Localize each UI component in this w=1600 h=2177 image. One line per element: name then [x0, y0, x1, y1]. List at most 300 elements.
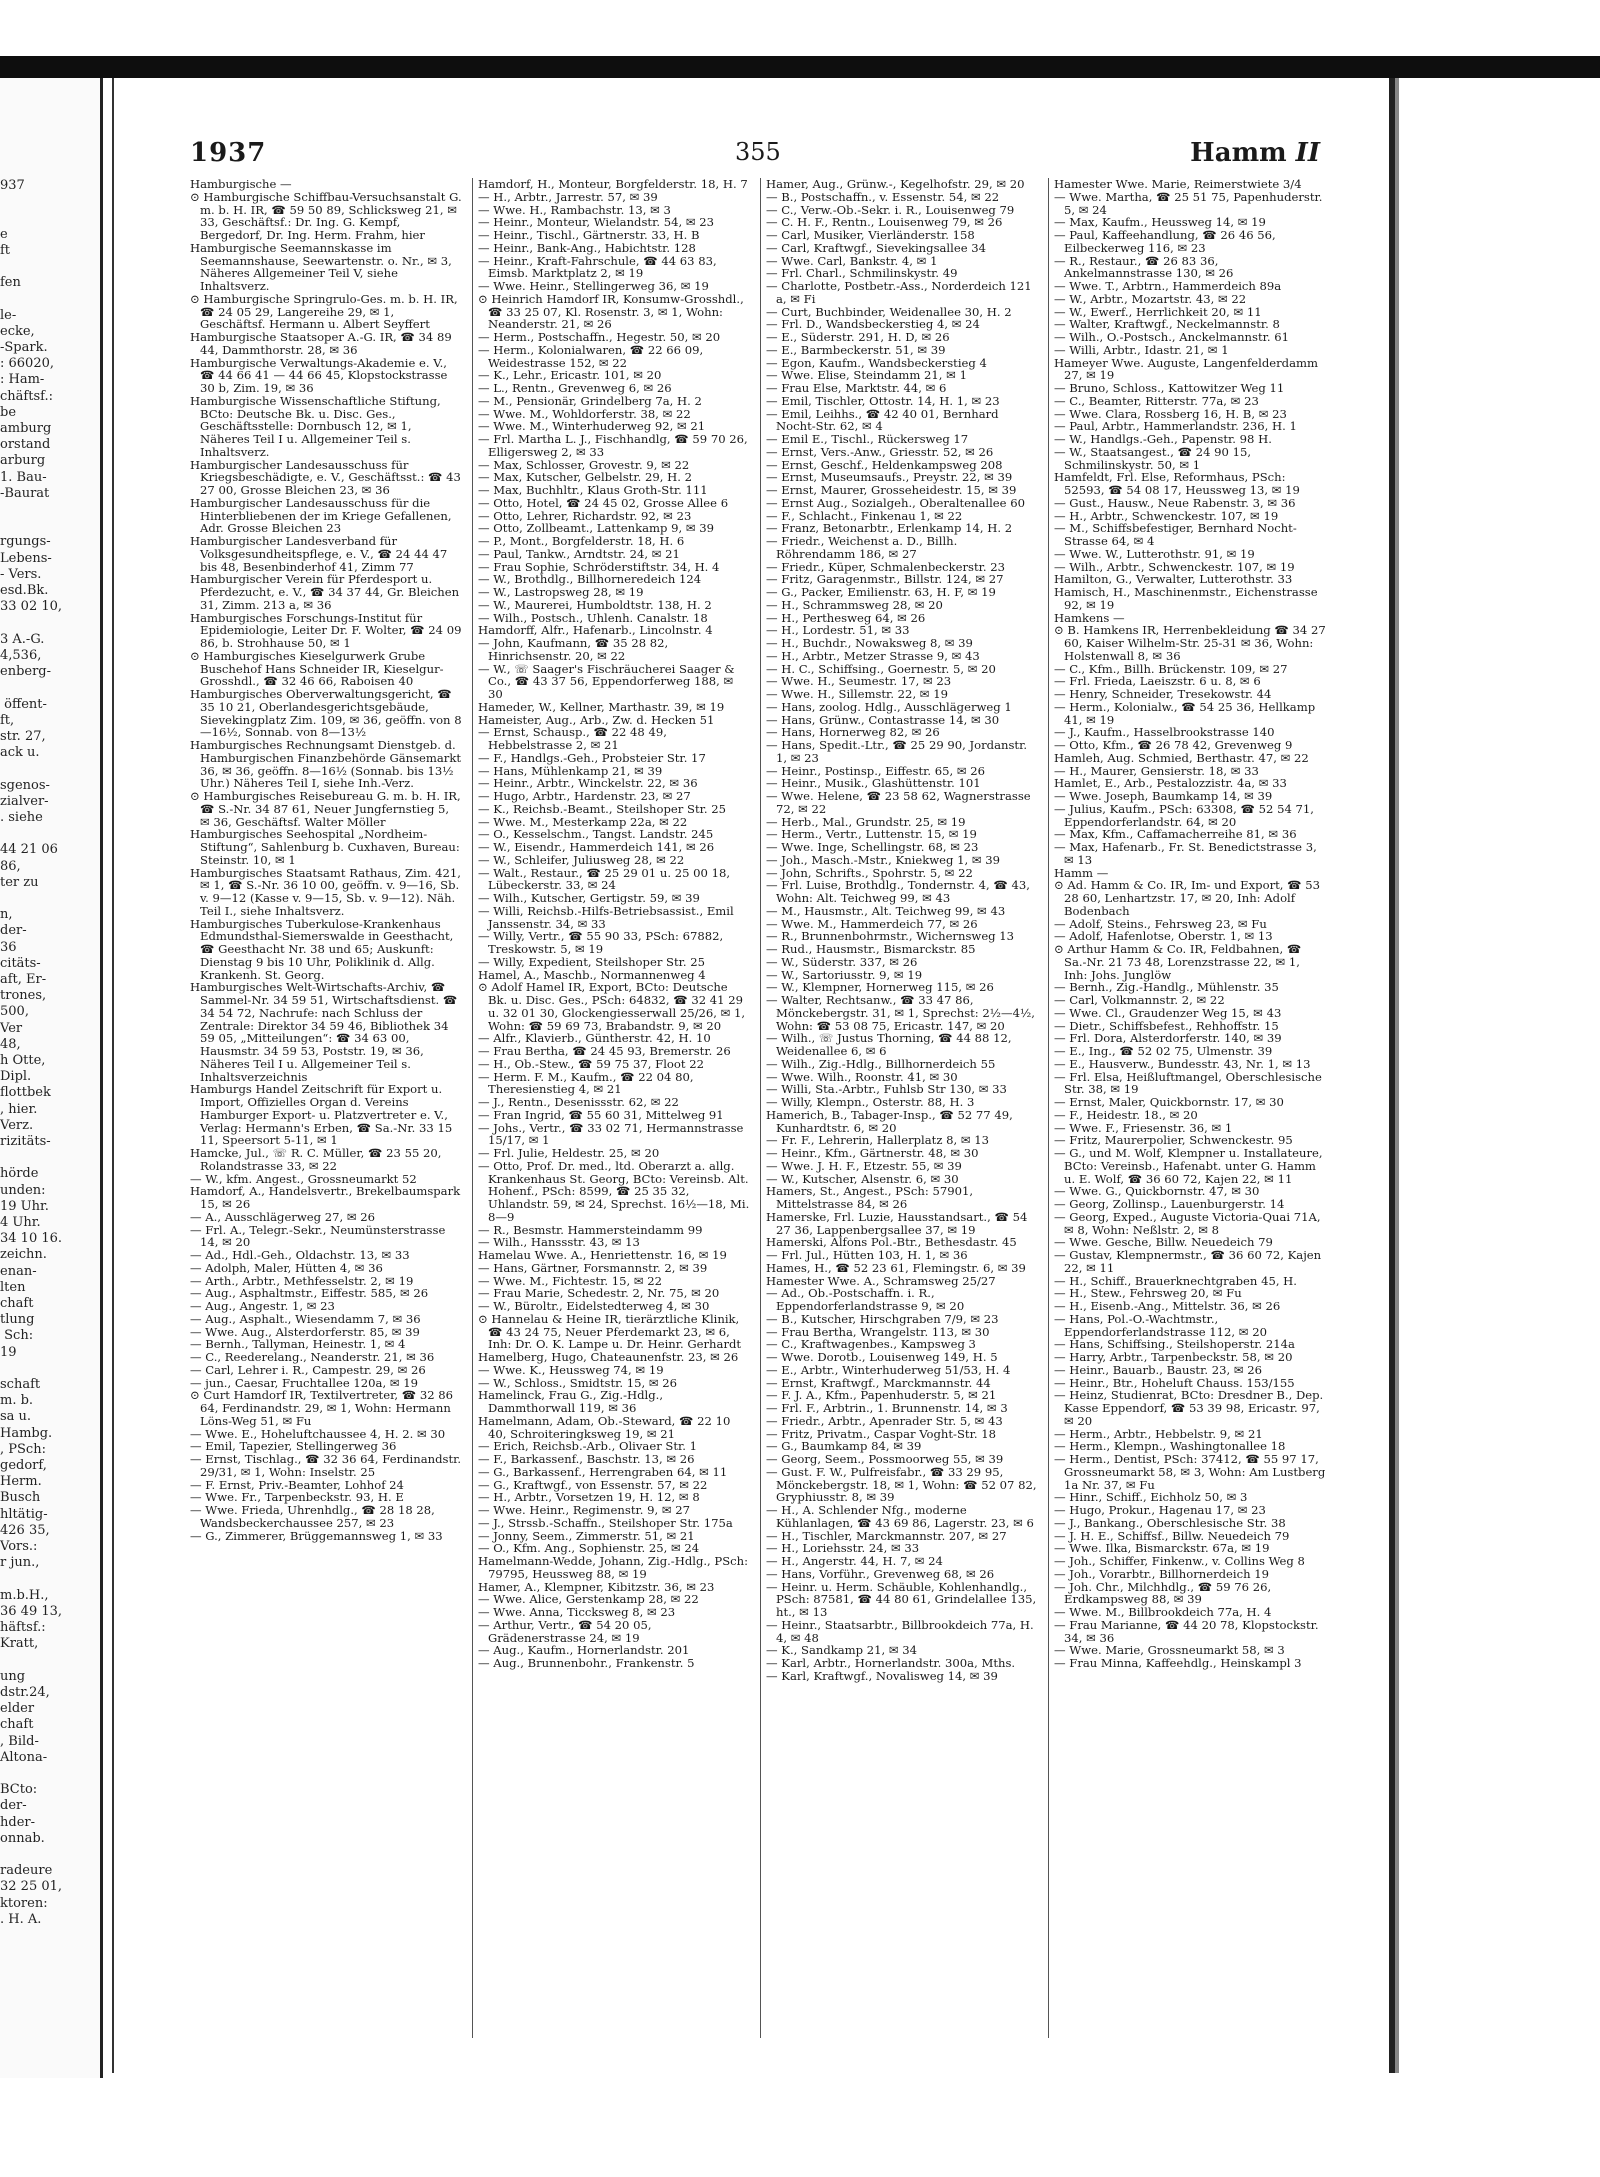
directory-entry: — Hugo, Arbtr., Hardenstr. 23, ✉ 27 — [478, 789, 691, 803]
directory-entry: — C., Kraftwagenbes., Kampsweg 3 — [766, 1337, 976, 1352]
directory-entry: Hamelmann-Wedde, Johann, Zig.-Hdlg., PSch: 79795, Heussweg 88, ✉ 19 — [478, 1554, 749, 1581]
directory-entry: Hamester Wwe. A., Schramsweg 25/27 — [766, 1273, 996, 1288]
directory-entry: — Willy, Vertr., ☎ 55 90 33, PSch: 67882, Treskowstr. 5, ✉ 19 — [478, 929, 724, 956]
directory-entry: Hamburgischer Landesausschuss für die Hinterbliebenen der im Kriege Gefallenen, Adr. Grosse Bleichen 23 — [190, 495, 452, 536]
directory-entry: — W., Süderstr. 337, ✉ 26 — [766, 954, 918, 969]
column-divider — [760, 178, 761, 2038]
directory-entry: — M., Schiffsbefestiger, Bernhard Nocht-Strasse 64, ✉ 4 — [1054, 521, 1297, 548]
directory-entry: — R., Brunnenbohrmstr., Wichernsweg 13 — [766, 929, 1015, 944]
directory-entry: — Max, Buchhltr., Klaus Groth-Str. 111 — [478, 483, 708, 497]
directory-entry: — Julius, Kaufm., PSch: 63308, ☎ 52 54 71, Eppendorferlandstr. 64, ✉ 20 — [1054, 801, 1314, 829]
directory-entry: — H., Schrammsweg 28, ✉ 20 — [766, 597, 943, 612]
directory-entry: — Wwe. M., Wohldorferstr. 38, ✉ 22 — [478, 406, 691, 421]
directory-entry: — H. C., Schiffsing., Goernestr. 5, ✉ 20 — [766, 661, 996, 676]
directory-entry: — Heinr. u. Herm. Schäuble, Kohlenhandlg., PSch: 87581, ☎ 44 80 61, Grindelallee 135, ht., ✉ 13 — [766, 1579, 1037, 1619]
directory-entry: — Max, Kaufm., Heussweg 14, ✉ 19 — [1054, 215, 1266, 230]
directory-entry: Hamfeldt, Frl. Else, Reformhaus, PSch: 52593, ☎ 54 08 17, Heussweg 13, ✉ 19 — [1054, 470, 1300, 497]
directory-entry: Hamer, A., Klempner, Kibitzstr. 36, ✉ 23 — [478, 1579, 715, 1594]
directory-entry: — Hans, Pol.-O.-Wachtmstr., Eppendorferlandstrasse 112, ✉ 20 — [1054, 1311, 1267, 1339]
directory-entry: Hamelau Wwe. A., Henriettenstr. 16, ✉ 19 — [478, 1248, 727, 1262]
directory-entry: — H., Arbtr., Metzer Strasse 9, ✉ 43 — [766, 648, 980, 663]
directory-entry: — Ernst, Kraftwgf., Marckmannstr. 44 — [766, 1375, 991, 1390]
column-2 — [478, 178, 750, 2038]
directory-entry: Hamdorf, A., Handelsvertr., Brekelbaumspark 15, ✉ 26 — [190, 1184, 461, 1211]
directory-entry: — Wwe. Elise, Steindamm 21, ✉ 1 — [766, 368, 967, 383]
directory-entry: — Wwe. H., Rambachstr. 13, ✉ 3 — [478, 202, 671, 217]
directory-entry: — J., Bankang., Oberschlesische Str. 38 — [1054, 1515, 1286, 1530]
column-divider — [1048, 178, 1049, 2038]
directory-entry: Hamel, A., Maschb., Normannenweg 4 — [478, 967, 706, 982]
directory-entry: — R., Besmstr. Hammersteindamm 99 — [478, 1222, 703, 1237]
column-3 — [766, 178, 1038, 2038]
directory-entry: — Carl, Volkmannstr. 2, ✉ 22 — [1054, 993, 1225, 1007]
directory-entry: Hamburgische Wissenschaftliche Stiftung, BCto: Deutsche Bk. u. Disc. Ges., Geschäftsstelle: Dornbusch 12, ✉ 1, Näheres Teil I u. Allgemeiner Teil s. Inhaltsverz. — [190, 393, 441, 459]
directory-entry: — Friedr., Weichenst a. D., Billh. Röhrendamm 186, ✉ 27 — [766, 534, 958, 561]
directory-entry: Hameister, Aug., Arb., Zw. d. Hecken 51 — [478, 712, 715, 727]
directory-entry: — R., Restaur., ☎ 26 83 36, Ankelmannstrasse 130, ✉ 26 — [1054, 253, 1234, 281]
directory-entry: — Frl. F., Arbtrin., 1. Brunnenstr. 14, ✉ 3 — [766, 1401, 1008, 1415]
directory-entry: — B., Kutscher, Hirschgraben 7/9, ✉ 23 — [766, 1311, 999, 1326]
directory-entry: — H., Maurer, Gensierstr. 18, ✉ 33 — [1054, 763, 1259, 778]
directory-entry: Hamer, Aug., Grünw.-, Kegelhofstr. 29, ✉ 20 — [766, 178, 1025, 191]
directory-entry: — O., Kfm. Ang., Sophienstr. 25, ✉ 24 — [478, 1541, 700, 1556]
directory-entry: — H., Loriehsstr. 24, ✉ 33 — [766, 1541, 920, 1556]
directory-entry: — E., Hausverw., Bundesstr. 43, Nr. 1, ✉ 13 — [1054, 1056, 1311, 1071]
directory-entry: — W., ☏ Saager's Fischräucherei Saager & Co., ☎ 43 37 56, Eppendorferweg 188, ✉ 30 — [478, 661, 735, 701]
directory-entry: — Wwe. M., Fichtestr. 15, ✉ 22 — [478, 1273, 663, 1288]
adjacent-page-edge — [0, 78, 103, 2078]
directory-entry: — Hugo, Prokur., Hagenau 17, ✉ 23 — [1054, 1503, 1266, 1517]
directory-entry: — G., Packer, Emilienstr. 63, H. F, ✉ 19 — [766, 585, 996, 599]
directory-entry: — John, Kaufmann, ☎ 35 28 82, Hinrichsenstr. 20, ✉ 22 — [478, 636, 669, 663]
directory-entry: — K., Reichsb.-Beamt., Steilshoper Str. 25 — [478, 801, 727, 816]
directory-entry: — Wwe. Carl, Bankstr. 4, ✉ 1 — [766, 253, 938, 268]
directory-entry: — L., Rentn., Grevenweg 6, ✉ 26 — [478, 381, 672, 395]
directory-entry: — Wwe. M., Hammerdeich 77, ✉ 26 — [766, 916, 978, 931]
directory-entry: — Hans, Gärtner, Forsmannstr. 2, ✉ 39 — [478, 1260, 708, 1275]
directory-entry: Hamerski, Alfons Pol.-Btr., Bethesdastr. 45 — [766, 1235, 1017, 1250]
directory-entry: — Herm., Postschaffn., Hegestr. 50, ✉ 20 — [478, 330, 721, 344]
directory-entry: — Herm., Dentist, PSch: 37412, ☎ 55 97 17, Grossneumarkt 58, ✉ 3, Wohn: Am Lustberg 1a Nr. 37, ✉ Fu — [1054, 1452, 1326, 1492]
directory-entry: — Ernst, Museumsaufs., Preystr. 22, ✉ 39 — [766, 470, 1013, 485]
directory-entry: — Friedr., Arbtr., Apenrader Str. 5, ✉ 43 — [766, 1413, 1003, 1428]
directory-entry: — Wwe. Marie, Grossneumarkt 58, ✉ 3 — [1054, 1643, 1285, 1658]
directory-entry: — Adolf, Steins., Fehrsweg 23, ✉ Fu — [1054, 916, 1267, 931]
directory-entry: — Georg, Seem., Possmoorweg 55, ✉ 39 — [766, 1452, 1004, 1466]
directory-entry: ⊙ Hannelau & Heine IR, tierärztliche Klinik, ☎ 43 24 75, Neuer Pferdemarkt 23, ✉ 6, Inh: Dr. O. K. Lampe u. Dr. Heinr. Gerhardt — [478, 1311, 742, 1352]
directory-entry: — F., Handlgs.-Geh., Probsteier Str. 17 — [478, 750, 706, 765]
directory-entry: Hamburgisches Seehospital „Nordheim-Stiftung“, Sahlenburg b. Cuxhaven, Bureau: Steinstr. 10, ✉ 1 — [190, 827, 460, 867]
scan-top-border — [0, 56, 1600, 78]
directory-entry: — Frl. A., Telegr.-Sekr., Neumünsterstrasse 14, ✉ 20 — [190, 1222, 446, 1250]
directory-entry: — Frl. Luise, Brothdlg., Tondernstr. 4, ☎ 43, Wohn: Alt. Teichweg 99, ✉ 43 — [766, 878, 1030, 905]
directory-entry: — Aug., Asphalt., Wiesendamm 7, ✉ 36 — [190, 1311, 421, 1326]
directory-entry: — W., Kutscher, Alsenstr. 6, ✉ 30 — [766, 1171, 959, 1186]
directory-entry: — Frl. Martha L. J., Fischhandlg, ☎ 59 70 26, Elligersweg 2, ✉ 33 — [478, 432, 748, 459]
directory-entry: — B., Postschaffn., v. Essenstr. 54, ✉ 22 — [766, 189, 1000, 204]
directory-entry: — W., Arbtr., Mozartstr. 43, ✉ 22 — [1054, 291, 1247, 306]
directory-entry: — H., Buchdr., Nowaksweg 8, ✉ 39 — [766, 636, 973, 650]
directory-entry: — Max, Kfm., Caffamacherreihe 81, ✉ 36 — [1054, 827, 1297, 842]
directory-entry: — Herm., Klempn., Washingtonallee 18 — [1054, 1439, 1286, 1454]
directory-entry: — E., Ing., ☎ 52 02 75, Ulmenstr. 39 — [1054, 1044, 1273, 1058]
directory-entry: Hamburgs Handel Zeitschrift für Export u. Import, Offizielles Organ d. Vereins Hamburger Export- u. Platzvertreter e. V., Verlag: Hermann's Erben, ☎ Sa.-Nr. 33 15 11, Speersort 5-11, ✉ 1 — [190, 1082, 453, 1148]
directory-entry: — Herm., Vertr., Luttenstr. 15, ✉ 19 — [766, 827, 977, 842]
column-1 — [190, 178, 462, 2038]
directory-entry: — Frl. Elsa, Heißluftmangel, Oberschlesische Str. 38, ✉ 19 — [1054, 1069, 1322, 1097]
directory-entry: — Otto, Hotel, ☎ 24 45 02, Grosse Allee 6 — [478, 495, 729, 510]
directory-entry: — Otto, Prof. Dr. med., ltd. Oberarzt a. allg. Krankenhaus St. Georg, BCto: Vereinsb. Alt. Hohenf., PSch: 8599, ☎ 25 35 32, Uhlandstr. 59, ✉ 24, Sprechst. 16½—18, Mi. 8—9 — [478, 1158, 750, 1224]
directory-entry: — W., Maurerei, Humboldtstr. 138, H. 2 — [478, 597, 712, 612]
directory-entry: Hamburgischer Landesverband für Volksgesundheitspflege, e. V., ☎ 24 44 47 bis 48, Besenbinderhof 41, Zimm 77 — [190, 534, 448, 574]
directory-entry: — Max, Schlosser, Grovestr. 9, ✉ 22 — [478, 457, 690, 472]
directory-entry: — Wilh., ☏ Justus Thorning, ☎ 44 88 12, Weidenallee 6, ✉ 6 — [766, 1031, 1012, 1058]
directory-entry: — G., Kraftwgf., von Essenstr. 57, ✉ 22 — [478, 1477, 708, 1492]
header-volume: II — [1295, 138, 1320, 168]
directory-entry: — Joh. Chr., Milchhdlg., ☎ 59 76 26, Erdkampsweg 88, ✉ 39 — [1054, 1579, 1272, 1607]
directory-entry: — Hinr., Schiff., Eichholz 50, ✉ 3 — [1054, 1490, 1248, 1505]
directory-entry: — Ernst, Maler, Quickbornstr. 17, ✉ 30 — [1054, 1095, 1284, 1109]
directory-entry: — Fritz, Maurerpolier, Schwenckestr. 95 — [1054, 1133, 1293, 1148]
directory-entry: Hamburgischer Landesausschuss für Kriegsbeschädigte, e. V., Geschäftsst.: ☎ 43 27 00, Grosse Bleichen 23, ✉ 36 — [190, 457, 461, 497]
directory-entry: — Wwe. Anna, Ticcksweg 8, ✉ 23 — [478, 1605, 676, 1619]
directory-entry: — Emil, Tischler, Ottostr. 14, H. 1, ✉ 23 — [766, 393, 1000, 408]
directory-entry: — Arthur, Vertr., ☎ 54 20 05, Grädenerstrasse 24, ✉ 19 — [478, 1617, 652, 1645]
directory-entry: — Heinr., Monteur, Wielandstr. 54, ✉ 23 — [478, 215, 715, 230]
directory-entry: — Paul, Arbtr., Hammerlandstr. 236, H. 1 — [1054, 419, 1297, 434]
directory-entry: — Wilh., Postsch., Uhlenh. Canalstr. 18 — [478, 610, 708, 625]
directory-entry: — H., Lordestr. 51, ✉ 33 — [766, 623, 910, 638]
directory-entry: — M., Pensionär, Grindelberg 7a, H. 2 — [478, 393, 702, 408]
directory-entry: — Charlotte, Postbetr.-Ass., Norderdeich 121 a, ✉ Fi — [766, 279, 1032, 306]
directory-entry: — Wwe. F., Friesenstr. 36, ✉ 1 — [1054, 1120, 1233, 1135]
directory-entry: — Heinr., Btr., Hoheluft Chauss. 153/155 — [1054, 1375, 1295, 1390]
directory-entry: Hamkens — — [1054, 610, 1125, 625]
directory-entry: — Frau Marie, Schedestr. 2, Nr. 75, ✉ 20 — [478, 1286, 720, 1301]
directory-entry: — W., Schleifer, Juliusweg 28, ✉ 22 — [478, 852, 685, 867]
directory-entry: — Wwe. Clara, Rossberg 16, H. B, ✉ 23 — [1054, 406, 1287, 421]
directory-entry: — Bruno, Schloss., Kattowitzer Weg 11 — [1054, 381, 1285, 395]
directory-entry: — Wilh., Hanssstr. 43, ✉ 13 — [478, 1235, 640, 1250]
directory-entry: — G., Barkassenf., Herrengraben 64, ✉ 11 — [478, 1464, 728, 1479]
directory-entry: — F., Heidestr. 18., ✉ 20 — [1054, 1107, 1198, 1122]
directory-entry: — Wwe. E., Hoheluftchaussee 4, H. 2. ✉ 30 — [190, 1426, 446, 1441]
directory-entry: — C., Kfm., Billh. Brückenstr. 109, ✉ 27 — [1054, 661, 1288, 676]
directory-entry: Hamburgisches Oberverwaltungsgericht, ☎ 35 10 21, Oberlandesgerichtsgebäude, Sievekingplatz Zim. 109, ✉ 36, geöffn. von 8—16½, Sonnab. von 8—13½ — [190, 687, 462, 740]
header-year: 1937 — [190, 138, 267, 168]
directory-entry: — Wilh., Arbtr., Schwenckestr. 107, ✉ 19 — [1054, 559, 1295, 574]
directory-entry: Hamelberg, Hugo, Chateaunenfstr. 23, ✉ 26 — [478, 1350, 739, 1364]
directory-entry: — E., Süderstr. 291, H. D, ✉ 26 — [766, 330, 950, 344]
directory-entry: — Wwe. Aug., Alsterdorferstr. 85, ✉ 39 — [190, 1324, 420, 1339]
directory-entry: — Frl. Charl., Schmilinskystr. 49 — [766, 266, 958, 281]
directory-entry: — Aug., Angestr. 1, ✉ 23 — [190, 1299, 335, 1313]
directory-entry: — W., Ewerf., Herrlichkeit 20, ✉ 11 — [1054, 304, 1262, 319]
directory-entry: — Fritz, Privatm., Caspar Voght-Str. 18 — [766, 1426, 996, 1441]
directory-entry: — Wwe. Alice, Gerstenkamp 28, ✉ 22 — [478, 1592, 699, 1607]
adjacent-page-text: 937 e ft fen le- ecke, -Spark. : 66020, : Ham- chäftsf.: be amburg orstand arburg 1. Bau- -Baurat rgungs- Lebens- - Vers. esd.Bk. 33 02 10, 3 A.-G. 4,536, enberg- öffent- ft, str. 27, ack u. sgenos- zialver- . siehe 44 21 06 86, ter zu n, der- 36 citäts- aft, Er- trones, 500, Ver 48, h Otte, Dipl. flottbek , hier. Verz. rizitäts- hörde unden: 19 Uhr. 4 Uhr. 34 10 16. zeichn. enan- lten chaft tlung Sch: 19 schaft m. b. sa u. Hambg. , PSch: gedorf, Herm. Busch hltätig- 426 35, Vors.: r jun., m.b.H., 36 49 13, häftsf.: Kratt, ung dstr.24, elder chaft , Bild- Altona- BCto: der- hder- onnab. radeure 32 25 01, ktoren: . H. A. — [0, 178, 63, 1927]
directory-entry: Hamerske, Frl. Luzie, Hausstandsart., ☎ 54 27 36, Lappenbergsallee 37, ✉ 19 — [766, 1209, 1028, 1237]
directory-entry: Hamburgische Staatsoper A.-G. IR, ☎ 34 89 44, Dammthorstr. 28, ✉ 36 — [190, 330, 452, 357]
directory-entry: — Georg, Exped., Auguste Victoria-Quai 71A, ✉ 8, Wohn: Neßlstr. 2, ✉ 8 — [1054, 1209, 1321, 1237]
directory-entry: — Heinr., Bauarb., Baustr. 23, ✉ 26 — [1054, 1362, 1263, 1377]
directory-entry: — G., und M. Wolf, Klempner u. Installateure, BCto: Vereinsb., Hafenabt. unter G. Hamm u. E. Wolf, ☎ 36 60 72, Kajen 22, ✉ 11 — [1054, 1146, 1323, 1186]
directory-entry: — Frl. Jul., Hütten 103, H. 1, ✉ 36 — [766, 1248, 968, 1262]
directory-entry: — J., Strssb.-Schaffn., Steilshoper Str. 175a — [478, 1515, 733, 1530]
directory-entry: — C., Beamter, Ritterstr. 77a, ✉ 23 — [1054, 393, 1259, 408]
directory-entry: — Hans, Hornerweg 82, ✉ 26 — [766, 725, 940, 740]
directory-entry: — Hans, Spedit.-Ltr., ☎ 25 29 90, Jordanstr. 1, ✉ 23 — [766, 738, 1028, 765]
directory-entry: — Hans, Grünw., Contastrasse 14, ✉ 30 — [766, 712, 1000, 727]
directory-entry: — O., Kesselschm., Tangst. Landstr. 245 — [478, 827, 714, 842]
directory-entry: — Joh., Masch.-Mstr., Kniekweg 1, ✉ 39 — [766, 852, 1001, 867]
directory-entry: — Adolf, Hafenlotse, Oberstr. 1, ✉ 13 — [1054, 929, 1273, 944]
directory-entry: — Carl, Kraftwgf., Sievekingsallee 34 — [766, 240, 987, 255]
directory-entry: — Herm., Arbtr., Hebbelstr. 9, ✉ 21 — [1054, 1426, 1263, 1441]
directory-entry: — K., Sandkamp 21, ✉ 34 — [766, 1643, 918, 1658]
directory-entry: — Ernst, Maurer, Grosseheidestr. 15, ✉ 39 — [766, 483, 1017, 497]
directory-entry: — Dietr., Schiffsbefest., Rehhoffstr. 15 — [1054, 1018, 1279, 1033]
directory-entry: — Johs., Vertr., ☎ 33 02 71, Hermannstrasse 15/17, ✉ 1 — [478, 1120, 744, 1148]
directory-entry: — Alfr., Klavierb., Güntherstr. 42, H. 10 — [478, 1031, 711, 1046]
directory-entry: — H., A. Schlender Nfg., moderne Kühlanlagen, ☎ 43 69 86, Lagerstr. 23, ✉ 6 — [766, 1503, 1034, 1530]
directory-entry: — Ad., Hdl.-Geh., Oldachstr. 13, ✉ 33 — [190, 1248, 410, 1262]
directory-entry: — Ernst, Geschf., Heldenkampsweg 208 — [766, 457, 1003, 472]
directory-entry: — Walt., Restaur., ☎ 25 29 01 u. 25 00 18, Lübeckerstr. 33, ✉ 24 — [478, 865, 731, 893]
directory-entry: — Frau Sophie, Schröderstiftstr. 34, H. 4 — [478, 559, 720, 574]
directory-entry: — Heinr., Tischl., Gärtnerstr. 33, H. B — [478, 228, 700, 242]
directory-entry: — C., Verw.-Ob.-Sekr. i. R., Louisenweg 79 — [766, 202, 1015, 217]
directory-entry: — Wilh., Zig.-Hdlg., Billhornerdeich 55 — [766, 1056, 996, 1071]
column-4 — [1054, 178, 1326, 2038]
directory-entry: — Frau Else, Marktstr. 44, ✉ 6 — [766, 381, 947, 395]
directory-entry: — Hans, Mühlenkamp 21, ✉ 39 — [478, 763, 663, 778]
directory-entry: — Wwe. Inge, Schellingstr. 68, ✉ 23 — [766, 840, 979, 854]
directory-entry: Hamerich, B., Tabager-Insp., ☎ 52 77 49, Kunhardtstr. 6, ✉ 20 — [766, 1107, 1013, 1135]
directory-entry: — Ernst, Schausp., ☎ 22 48 49, Hebbelstrasse 2, ✉ 21 — [478, 725, 667, 752]
directory-entry: — Karl, Arbtr., Hornerlandstr. 300a, Mths. — [766, 1656, 1016, 1670]
directory-entry: — Willi, Reichsb.-Hilfs-Betriebsassist., Emil Janssenstr. 34, ✉ 33 — [478, 903, 734, 931]
directory-entry: — Wwe. Heinr., Stellingerweg 36, ✉ 19 — [478, 279, 709, 293]
directory-entry: — Wwe. Wilh., Roonstr. 41, ✉ 30 — [766, 1069, 958, 1084]
directory-entry: — G., Baumkamp 84, ✉ 39 — [766, 1439, 922, 1454]
directory-entry: — Heinr., Postinsp., Eiffestr. 65, ✉ 26 — [766, 763, 986, 778]
directory-entry: — Frau Bertha, ☎ 24 45 93, Bremerstr. 26 — [478, 1044, 731, 1058]
directory-entry: — Gust. F. W., Pulfreisfabr., ☎ 33 29 95, Mönckebergstr. 18, ✉ 1, Wohn: ☎ 52 07 82, Gryphiusstr. 8, ✉ 39 — [766, 1464, 1037, 1505]
directory-entry: — Walter, Rechtsanw., ☎ 33 47 86, Mönckebergstr. 31, ✉ 1, Sprechst: 2½—4½, Wohn: ☎ 53 08 75, Ericastr. 147, ✉ 20 — [766, 993, 1035, 1033]
directory-entry: — Heinr., Kraft-Fahrschule, ☎ 44 63 83, Eimsb. Marktplatz 2, ✉ 19 — [478, 253, 717, 281]
directory-entry: — Jonny, Seem., Zimmerstr. 51, ✉ 21 — [478, 1528, 695, 1543]
directory-entry: — M., Hausmstr., Alt. Teichweg 99, ✉ 43 — [766, 903, 1006, 918]
directory-entry: — Hans, Schiffsing., Steilshoperstr. 214a — [1054, 1337, 1295, 1352]
directory-entry: Hamelmann, Adam, Ob.-Steward, ☎ 22 10 40, Schroiteringksweg 19, ✉ 21 — [478, 1413, 731, 1441]
directory-entry: — Joh., Schiffer, Finkenw., v. Collins Weg 8 — [1054, 1554, 1305, 1568]
directory-entry: — Wwe. H., Seumestr. 17, ✉ 23 — [766, 674, 952, 689]
directory-entry: Hamburgische Verwaltungs-Akademie e. V., ☎ 44 66 41 — 44 66 45, Klopstockstrasse 30 b, Zim. 19, ✉ 36 — [190, 355, 448, 395]
directory-entry: — Wwe. K., Heussweg 74, ✉ 19 — [478, 1362, 664, 1377]
directory-entry: — Fritz, Garagenmstr., Billstr. 124, ✉ 27 — [766, 572, 1004, 587]
directory-entry: — W., Eisendr., Hammerdeich 141, ✉ 26 — [478, 840, 715, 854]
directory-entry: ⊙ Curt Hamdorf IR, Textilvertreter, ☎ 32 86 64, Ferdinandstr. 29, ✉ 1, Wohn: Hermann Löns-Weg 51, ✉ Fu — [190, 1388, 454, 1428]
directory-entry: — A., Ausschlägerweg 27, ✉ 26 — [190, 1209, 376, 1224]
directory-entry: — Ernst, Tischlag., ☎ 32 36 64, Ferdinandstr. 29/31, ✉ 1, Wohn: Inselstr. 25 — [190, 1452, 462, 1479]
directory-entry: — Arth., Arbtr., Methfesselstr. 2, ✉ 19 — [190, 1273, 414, 1288]
directory-entry: — H., Perthesweg 64, ✉ 26 — [766, 610, 926, 625]
directory-entry: — Adolph, Maler, Hütten 4, ✉ 36 — [190, 1260, 383, 1275]
directory-entry: — Curt, Buchbinder, Weidenallee 30, H. 2 — [766, 304, 1012, 319]
directory-entry: ⊙ Hamburgische Schiffbau-Versuchsanstalt G. m. b. H. IR, ☎ 59 50 89, Schlicksweg 21, ✉ 33, Geschäftsf.: Dr. Ing. G. Kempf, Bergedorf, Dr. Ing. Herm. Frahm, hier — [190, 189, 462, 242]
directory-entry: — Wwe. Gesche, Billw. Neuedeich 79 — [1054, 1235, 1273, 1250]
directory-entry: — F. J. A., Kfm., Papenhuderstr. 5, ✉ 21 — [766, 1388, 997, 1403]
directory-entry: — Aug., Asphaltmstr., Eiffestr. 585, ✉ 26 — [190, 1286, 429, 1301]
directory-entry: — Paul, Tankw., Arndtstr. 24, ✉ 21 — [478, 546, 680, 561]
directory-entry: Hamilton, G., Verwalter, Lutterothstr. 33 — [1054, 572, 1293, 587]
directory-entry: Hamester Wwe. Marie, Reimerstwiete 3/4 — [1054, 178, 1302, 191]
directory-entry: — Wwe. Joseph, Baumkamp 14, ✉ 39 — [1054, 789, 1273, 803]
directory-entry: — Wwe. Dorotb., Louisenweg 149, H. 5 — [766, 1350, 998, 1364]
directory-entry: — Ernst Aug., Sozialgeh., Oberaltenallee 60 — [766, 495, 1025, 510]
directory-entry: Hamburgisches Tuberkulose-Krankenhaus Edmundsthal-Siemerswalde in Geesthacht, ☎ Geesthacht Nr. 38 und 65; Auskunft: Dienstag 9 bis 10 Uhr, Poliklinik d. Allg. Krankenh. St. Georg. — [190, 916, 454, 982]
directory-entry: — Wwe. Frieda, Uhrenhdlg., ☎ 28 18 28, Wandsbeckerchaussee 257, ✉ 23 — [190, 1503, 435, 1530]
directory-entry: — W., kfm. Angest., Grossneumarkt 52 — [190, 1171, 417, 1186]
directory-entry: — Emil E., Tischl., Rückersweg 17 — [766, 432, 969, 446]
directory-entry: — Heinr., Arbtr., Winckelstr. 22, ✉ 36 — [478, 776, 698, 791]
directory-entry: — Bernh., Zig.-Handlg., Mühlenstr. 35 — [1054, 980, 1279, 995]
directory-entry: — Willi, Arbtr., Idastr. 21, ✉ 1 — [1054, 342, 1229, 357]
directory-entry: — Fr. F., Lehrerin, Hallerplatz 8, ✉ 13 — [766, 1133, 990, 1148]
directory-entry: Hamburgischer Verein für Pferdesport u. Pferdezucht, e. V., ☎ 34 37 44, Gr. Bleichen 31, Zimm. 213 a, ✉ 36 — [190, 572, 460, 612]
directory-entry: — Gustav, Klempnermstr., ☎ 36 60 72, Kajen 22, ✉ 11 — [1054, 1248, 1322, 1275]
directory-entry: — G., Zimmerer, Brüggemannsweg 1, ✉ 33 — [190, 1528, 443, 1543]
directory-entry: — Hans, zoolog. Hdlg., Ausschlägerweg 1 — [766, 699, 1012, 714]
directory-entry: — Ernst, Vers.-Anw., Griesstr. 52, ✉ 26 — [766, 444, 994, 459]
header-page-number: 355 — [735, 138, 781, 166]
directory-entry: Hamdorff, Alfr., Hafenarb., Lincolnstr. 4 — [478, 623, 713, 638]
directory-entry: — Heinr., Staatsarbtr., Billbrookdeich 77a, H. 4, ✉ 48 — [766, 1617, 1034, 1645]
directory-entry: — Willi, Sta.-Arbtr., Fuhlsb Str 130, ✉ 33 — [766, 1082, 1007, 1097]
directory-entry: — W., Lastropsweg 28, ✉ 19 — [478, 585, 644, 599]
directory-entry: — Otto, Lehrer, Richardstr. 92, ✉ 23 — [478, 508, 692, 523]
directory-entry: — Heinr., Kfm., Gärtnerstr. 48, ✉ 30 — [766, 1146, 979, 1160]
directory-entry: Hamm — — [1054, 865, 1109, 880]
directory-entry: — Wwe. Fr., Tarpenbeckstr. 93, H. E — [190, 1490, 404, 1505]
directory-entry: — Frl. Dora, Alsterdorferstr. 140, ✉ 39 — [1054, 1031, 1282, 1046]
directory-entry: ⊙ Hamburgische Springrulo-Ges. m. b. H. IR, ☎ 24 05 29, Langereihe 29, ✉ 1, Geschäftsf. Hermann u. Albert Seyffert — [190, 291, 458, 332]
directory-entry: — Heinr., Bank-Ang., Habichtstr. 128 — [478, 240, 696, 255]
directory-entry: — H., Arbtr., Schwenckestr. 107, ✉ 19 — [1054, 508, 1279, 523]
directory-entry: Hamburgisches Welt-Wirtschafts-Archiv, ☎ Sammel-Nr. 34 59 51, Wirtschaftsdienst. ☎ 34 54 72, Nachrufe: nach Schluss der Zentrale: Direktor 34 59 46, Bibliothek 34 59 05, „Mitteilungen“: ☎ 34 63 00, Hausmstr. 34 59 53, Poststr. 19, ✉ 36, Näheres Teil I u. Allgemeiner Teil s. Inhaltsverzeichnis — [190, 980, 458, 1084]
directory-entry: — Georg, Zollinsp., Lauenburgerstr. 14 — [1054, 1197, 1285, 1211]
directory-entry: — Paul, Kaffeehandlung, ☎ 26 46 56, Eilbeckerweg 116, ✉ 23 — [1054, 228, 1276, 255]
directory-entry: — F., Barkassenf., Baschstr. 13, ✉ 26 — [478, 1452, 695, 1466]
directory-entry: ⊙ Hamburgisches Reisebureau G. m. b. H. IR, ☎ S.-Nr. 34 87 61, Neuer Jungfernstieg 5, ✉ 36, Geschäftsf. Walter Möller — [190, 789, 461, 829]
directory-entry: — Frau Marianne, ☎ 44 20 78, Klopstockstr. 34, ✉ 36 — [1054, 1617, 1319, 1645]
directory-entry: — J., Kaufm., Hasselbrookstrasse 140 — [1054, 725, 1275, 740]
directory-entry: — W., Handlgs.-Geh., Papenstr. 98 H. — [1054, 432, 1272, 446]
directory-entry: Hamers, St., Angest., PSch: 57901, Mittelstrasse 84, ✉ 26 — [766, 1184, 974, 1211]
directory-entry: ⊙ Arthur Hamm & Co. IR, Feldbahnen, ☎ Sa.-Nr. 21 73 48, Lorenzstrasse 22, ✉ 1, Inh: Johs. Junglöw — [1054, 942, 1302, 982]
directory-entry: — Max, Kutscher, Gelbelstr. 29, H. 2 — [478, 470, 692, 485]
directory-entry: — Wwe. W., Lutterothstr. 91, ✉ 19 — [1054, 546, 1255, 561]
directory-entry: — Wwe. M., Winterhuderweg 92, ✉ 21 — [478, 419, 706, 434]
directory-entry: — W., Schloss., Smidtstr. 15, ✉ 26 — [478, 1375, 678, 1390]
directory-entry: Hamburgische — — [190, 178, 292, 191]
directory-entry: Hamisch, H., Maschinenmstr., Eichenstrasse 92, ✉ 19 — [1054, 585, 1318, 612]
directory-entry: — Heinr., Musik., Glashüttenstr. 101 — [766, 776, 981, 791]
directory-entry: Hamdorf, H., Monteur, Borgfelderstr. 18, H. 7 — [478, 178, 748, 191]
directory-entry: — Wwe. M., Billbrookdeich 77a, H. 4 — [1054, 1605, 1272, 1619]
directory-entry: — Henry, Schneider, Tresekowstr. 44 — [1054, 687, 1272, 701]
directory-entry: — Emil, Tapezier, Stellingerweg 36 — [190, 1439, 397, 1454]
directory-entry: — Gust., Hausw., Neue Rabenstr. 3, ✉ 36 — [1054, 495, 1296, 510]
directory-entry: — W., Staatsangest., ☎ 24 90 15, Schmilinskystr. 50, ✉ 1 — [1054, 444, 1252, 472]
directory-entry: — Herm. F. M., Kaufm., ☎ 22 04 80, Theresienstieg 4, ✉ 21 — [478, 1069, 694, 1097]
directory-entry: ⊙ Heinrich Hamdorf IR, Konsumw-Grosshdl., ☎ 33 25 07, Kl. Rosenstr. 3, ✉ 1, Wohn: Neanderstr. 21, ✉ 26 — [478, 291, 744, 332]
directory-entry: — Heinz, Studienrat, BCto: Dresdner B., Dep. Kasse Eppendorf, ☎ 53 39 98, Ericastr. 97, ✉ 20 — [1054, 1388, 1324, 1428]
directory-entry: Hameder, W., Kellner, Marthastr. 39, ✉ 19 — [478, 699, 725, 714]
directory-entry: — W., Klempner, Hornerweg 115, ✉ 26 — [766, 980, 994, 995]
directory-entry: — Harry, Arbtr., Tarpenbeckstr. 58, ✉ 20 — [1054, 1350, 1293, 1364]
directory-entry: — Egon, Kaufm., Wandsbeckerstieg 4 — [766, 355, 987, 370]
directory-entry: — Aug., Kaufm., Hornerlandstr. 201 — [478, 1643, 690, 1658]
directory-entry: Hamburgische Seemannskasse im Seemannshause, Seewartenstr. o. Nr., ✉ 3, Näheres Allgemeiner Teil V, siehe Inhaltsverz. — [190, 240, 452, 293]
directory-entry: — W., Sartoriusstr. 9, ✉ 19 — [766, 967, 923, 982]
directory-entry: — Wwe. Helene, ☎ 23 58 62, Wagnerstrasse 72, ✉ 22 — [766, 789, 1031, 816]
directory-entry: — Wwe. T., Arbtrn., Hammerdeich 89a — [1054, 279, 1282, 293]
header-title — [1190, 138, 1320, 168]
page-header — [190, 138, 1320, 172]
directory-entry: — P., Mont., Borgfelderstr. 18, H. 6 — [478, 534, 685, 548]
directory-entry: — Hans, Vorführ., Grevenweg 68, ✉ 26 — [766, 1566, 995, 1581]
directory-entry: — E., Barmbeckerstr. 51, ✉ 39 — [766, 342, 946, 357]
directory-entry: — Willy, Expedient, Steilshoper Str. 25 — [478, 954, 706, 969]
directory-entry: — Aug., Brunnenbohr., Frankenstr. 5 — [478, 1656, 695, 1670]
directory-entry: — Emil, Leihhs., ☎ 42 40 01, Bernhard Nocht-Str. 62, ✉ 4 — [766, 406, 999, 434]
directory-entry: — Herb., Mal., Grundstr. 25, ✉ 19 — [766, 814, 966, 829]
directory-columns — [190, 178, 1325, 2038]
directory-entry: — Willy, Klempn., Osterstr. 88, H. 3 — [766, 1095, 975, 1109]
directory-entry: — Herm., Kolonialw., ☎ 54 25 36, Hellkamp 41, ✉ 19 — [1054, 699, 1316, 727]
header-title-name: Hamm — [1190, 138, 1287, 168]
directory-entry: — Joh., Vorarbtr., Billhornerdeich 19 — [1054, 1566, 1270, 1581]
directory-entry: — J., Rentn., Desenissstr. 62, ✉ 22 — [478, 1095, 679, 1109]
directory-entry: — J. H. E., Schiffsf., Billw. Neuedeich 79 — [1054, 1528, 1290, 1543]
directory-entry: — Wilh., O.-Postsch., Anckelmannstr. 61 — [1054, 330, 1290, 344]
directory-entry: — E., Arbtr., Winterhuderweg 51/53, H. 4 — [766, 1362, 1011, 1377]
directory-entry: — Karl, Kraftwgf., Novalisweg 14, ✉ 39 — [766, 1668, 998, 1683]
directory-entry: — F., Schlacht., Finkenau 1, ✉ 22 — [766, 508, 963, 523]
directory-entry: — Wwe. Heinr., Regimenstr. 9, ✉ 27 — [478, 1503, 691, 1517]
directory-entry: — Wwe. Martha, ☎ 25 51 75, Papenhuderstr. 5, ✉ 24 — [1054, 189, 1323, 217]
directory-entry: — H., Arbtr., Vorsetzen 19, H. 12, ✉ 8 — [478, 1490, 700, 1505]
directory-entry: — Erich, Reichsb.-Arb., Olivaer Str. 1 — [478, 1439, 698, 1454]
directory-entry: — F. Ernst, Priv.-Beamter, Lohhof 24 — [190, 1477, 404, 1492]
directory-entry: — Franz, Betonarbtr., Erlenkamp 14, H. 2 — [766, 521, 1013, 536]
directory-entry: — Otto, Zollbeamt., Lattenkamp 9, ✉ 39 — [478, 521, 715, 536]
directory-entry: ⊙ Hamburgisches Kieselgurwerk Grube Buschehof Hans Schneider IR, Kieselgur-Grosshdl., ☎ 32 46 66, Raboisen 40 — [190, 648, 444, 689]
directory-entry: — H., Tischler, Marckmannstr. 207, ✉ 27 — [766, 1528, 1007, 1543]
directory-entry: — Otto, Kfm., ☎ 26 78 42, Grevenweg 9 — [1054, 738, 1293, 752]
directory-entry: — H., Eisenb.-Ang., Mittelstr. 36, ✉ 26 — [1054, 1299, 1281, 1313]
directory-entry: — W., Büroltr., Eidelstedterweg 4, ✉ 30 — [478, 1299, 710, 1313]
directory-entry: — Wwe. H., Sillemstr. 22, ✉ 19 — [766, 687, 948, 701]
column-divider — [472, 178, 473, 2038]
directory-entry: — H., Ob.-Stew., ☎ 59 75 37, Floot 22 — [478, 1056, 704, 1071]
directory-entry: Hamcke, Jul., ☏ R. C. Müller, ☎ 23 55 20, Rolandstrasse 33, ✉ 22 — [190, 1146, 442, 1173]
directory-entry: — Friedr., Küper, Schmalenbeckerstr. 23 — [766, 559, 1006, 574]
directory-entry: — Walter, Kraftwgf., Neckelmannstr. 8 — [1054, 317, 1280, 332]
directory-entry: Hamburgisches Rechnungsamt Dienstgeb. d. Hamburgischen Finanzbehörde Gänsemarkt 36, ✉ 36, geöffn. 8—16½ (Sonnab. bis 13½ Uhr.) Näheres Teil I, siehe Inh.-Verz. — [190, 738, 462, 791]
